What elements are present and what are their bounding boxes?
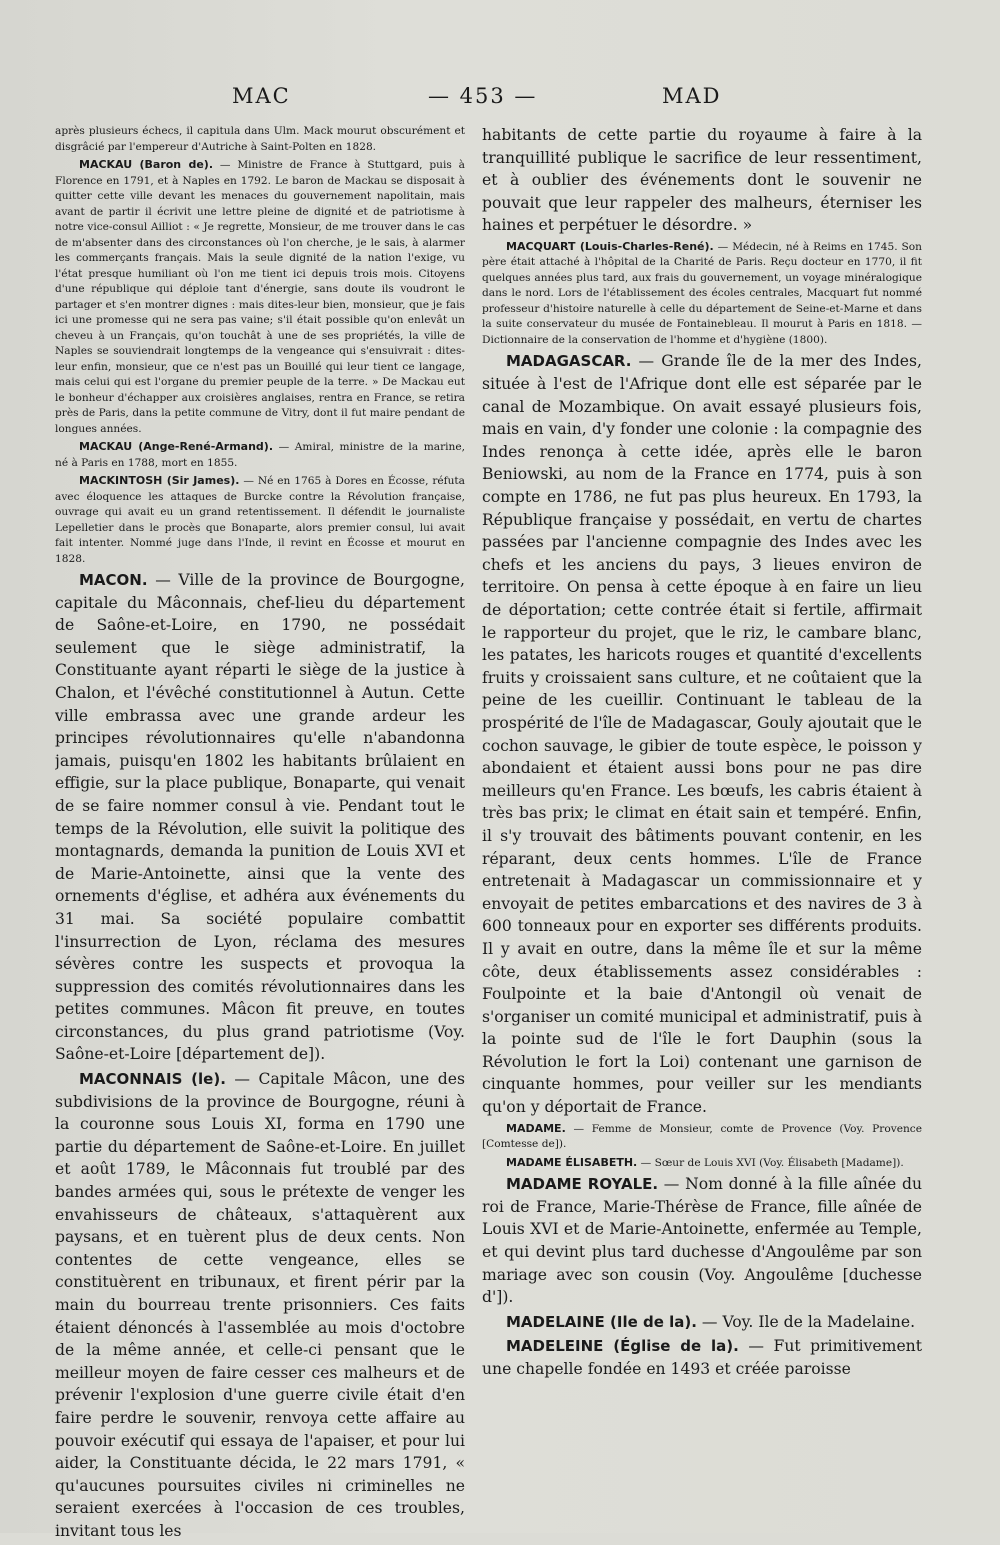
entry-headword: MACONNAIS (le). xyxy=(79,1070,226,1089)
entry-text: — Amiral, ministre de la marine, né à Paris en 1788, mort en 1855. xyxy=(55,441,465,469)
entry-text: après plusieurs échecs, il capitula dans Ulm. Mack mourut obscurément et disgrâcié par l'empereur d'Autriche à Saint-Polten en 1828. xyxy=(55,125,465,153)
entry-text: — Grande île de la mer des Indes, située à l'est de l'Afrique dont elle est séparée par le canal de Mozambique. On avait essayé plusieurs fois, mais en vain, d'y fonder une colonie : la compagnie des Indes renonça à cette idée, après elle le baron Beniowski, au nom de la France en 1774, puis à son compte en 1786, ne fut pas plus heureux. En 1793, la République française y possédait, en vertu de chartes passées par l'ancienne compagnie des Indes avec les chefs et les anciens du pays, 3 lieues environ de territoire. On pensa à cette époque à en faire un lieu de déportation; cette contrée était si fertile, affirmait le rapporteur du projet, que le riz, le cambare blanc, les patates, les haricots rouges et quantité d'excellents fruits y croissaient sans culture, et ne coûtaient que la peine de les cueillir. Continuant le tableau de la prospérité de l'île de Madagascar, Gouly ajoutait que le cochon sauvage, le gibier de toute espèce, le poisson y abondaient et étaient aussi bons pour ne pas dire meilleurs qu'en France. Les bœufs, les cabris étaient à très bas prix; le climat en était sain et tempéré. Enfin, il s'y trouvait des bâtiments pouvant contenir, en les réparant, deux cents hommes. L'île de France entretenait à Madagascar un commissionnaire et y envoyait de petites embarcations et des navires de 3 à 600 tonneaux pour en exporter ses différents produits. Il y avait en outre, dans la même île et sur la même côte, deux établissements assez considérables : Foulpointe et la baie d'Antongil où venait de s'organiser un comité municipal et administratif, puis à la pointe sud de l'île le fort Dauphin (sous la Révolution le fort la Loi) contenant une garnison de cinquante hommes, pour veiller sur les mendiants qu'on y déportait de France. xyxy=(482,352,922,1117)
entry-headword: MACQUART (Louis-Charles-René). xyxy=(506,239,714,253)
entry-headword: MACKAU (Baron de). xyxy=(79,158,213,171)
dictionary-entry xyxy=(55,439,465,471)
dictionary-entry xyxy=(482,1311,922,1334)
dictionary-entry xyxy=(55,473,465,567)
page-number: — 453 — xyxy=(428,84,538,108)
entry-text: — Fut primitivement une chapelle fondée en 1493 et créée paroisse xyxy=(482,1337,922,1378)
entry-text: — Sœur de Louis XVI (Voy. Élisabeth [Madame]). xyxy=(637,1156,904,1169)
entry-headword: MACKINTOSH (Sir James). xyxy=(79,474,240,487)
dictionary-entry xyxy=(55,157,465,437)
entry-text: — Capitale Mâcon, une des subdivisions de la province de Bourgogne, réuni à la couronne sous Louis XI, forma en 1790 une partie du département de Saône-et-Loire. En juillet et août 1789, le Mâconnais fut troublé par des bandes armées qui, sous le prétexte de venger les envahisseurs de châteaux, s'attaquèrent aux paysans, et en tuèrent plus de deux cents. Non contentes de cette vengeance, elles se constituèrent en tribunaux, et firent périr par la main du bourreau trente prisonniers. Ces faits étaient dénoncés à l'assemblée au mois d'octobre de la même année, et celle-ci pensant que le meilleur moyen de faire cesser ces malheurs et de prévenir l'explosion d'une guerre civile était d'en faire perdre le souvenir, renvoya cette affaire au pouvoir exécutif qui essaya de l'apaiser, et pour lui aider, la Constituante décida, le 22 mars 1791, « qu'aucunes poursuites civiles ni criminelles ne seraient exercées à l'occasion de ces troubles, invitant tous les xyxy=(55,1070,465,1540)
running-head xyxy=(0,84,1000,120)
dictionary-entry xyxy=(482,239,922,349)
dictionary-entry xyxy=(55,1068,465,1542)
entry-text: habitants de cette partie du royaume à faire à la tranquillité publique le sacrifice de leur ressentiment, et à oublier des événements dont le souvenir ne pouvait que leur rappeler des malheurs, éterniser les haines et perpétuer le désordre. » xyxy=(482,126,922,235)
entry-text: — Nom donné à la fille aînée du roi de France, Marie-Thérèse de France, fille aînée de Louis XVI et de Marie-Antoinette, enfermée au Temple, et qui devint plus tard duchesse d'Angoulême par son mariage avec son cousin (Voy. Angoulême [duchesse d']). xyxy=(482,1175,922,1307)
dictionary-entry xyxy=(55,124,465,155)
running-head-left: MAC xyxy=(232,84,291,108)
entry-headword: MACON. xyxy=(79,571,148,589)
entry-headword: MADAME ÉLISABETH. xyxy=(506,1155,638,1169)
dictionary-entry xyxy=(482,1155,922,1172)
right-column xyxy=(482,124,922,1383)
dictionary-entry xyxy=(55,569,465,1066)
entry-headword: MADAGASCAR. xyxy=(506,352,632,371)
dictionary-entry xyxy=(482,350,922,1118)
entry-text: — Ministre de France à Stuttgard, puis à Florence en 1791, et à Naples en 1792. Le baron de Mackau se disposait à quitter cette ville devant les menaces du gouvernement napolitain, mais avant de partir il écrivit une lettre pleine de dignité et de patriotisme à notre vice-consul Ailliot : « Je regrette, Monsieur, de me trouver dans le cas de m'absenter dans des circonstances où l'on cherche, je le sais, à alarmer les commerçants français. Mais la seule dignité de la nation l'exige, vu l'état presque humiliant où l'on me tient ici depuis trois mois. Citoyens d'une république qui déploie tant d'énergie, sans doute ils voudront le partager et s'en montrer dignes : mais dites-leur bien, monsieur, que je fais ici une promesse qui ne sera pas vaine; s'il était possible qu'on enlevât un cheveu à un Français, qu'on touchât à une de ses propriétés, la ville de Naples se souviendrait longtemps de la vengeance qui s'ensuivrait : dites-leur enfin, monsieur, que ce n'est pas un Bouillé qui leur tient ce langage, mais celui qui est l'organe du premier peuple de la terre. » De Mackau eut le bonheur d'échapper aux croisières anglaises, rentra en France, se retira près de Paris, dans la petite commune de Vitry, dont il fut maire pendant de longues années. xyxy=(55,159,465,435)
entry-headword: MACKAU (Ange-René-Armand). xyxy=(79,440,273,453)
left-column xyxy=(55,124,465,1545)
dictionary-entry xyxy=(482,124,922,237)
entry-text: — Voy. Ile de la Madelaine. xyxy=(696,1312,916,1331)
entry-text: — Femme de Monsieur, comte de Provence (Voy. Provence [Comtesse de]). xyxy=(482,1122,922,1151)
entry-headword: MADAME. xyxy=(506,1121,566,1135)
entry-headword: MADAME ROYALE. xyxy=(506,1175,659,1194)
dictionary-entry xyxy=(482,1121,922,1153)
entry-headword: MADELEINE (Église de la). xyxy=(506,1337,739,1356)
dictionary-entry xyxy=(482,1335,922,1380)
entry-text: — Ville de la province de Bourgogne, capitale du Mâconnais, chef-lieu du département de Saône-et-Loire, en 1790, ne possédait seulement que le siège administratif, la Constituante ayant réparti le siège de la justice à Chalon, et l'évêché constitutionnel à Autun. Cette ville embrassa avec une grande ardeur les principes révolutionnaires qu'elle n'abandonna jamais, puisqu'en 1802 les habitants brûlaient en effigie, sur la place publique, Bonaparte, qui venait de se faire nommer consul à vie. Pendant tout le temps de la Révolution, elle suivit la politique des montagnards, demanda la punition de Louis XVI et de Marie-Antoinette, ainsi que la vente des ornements d'église, et adhéra aux événements du 31 mai. Sa société populaire combattit l'insurrection de Lyon, réclama des mesures sévères contre les suspects et provoqua la suppression des comités révolutionnaires dans les petites communes. Mâcon fit preuve, en toutes circonstances, du plus grand patriotisme (Voy. Saône-et-Loire [département de]). xyxy=(55,571,465,1064)
entry-headword: MADELAINE (Ile de la). xyxy=(506,1312,697,1331)
dictionary-entry xyxy=(482,1173,922,1309)
running-head-right: MAD xyxy=(662,84,722,108)
entry-text: — Médecin, né à Reims en 1745. Son père était attaché à l'hôpital de la Charité de Paris. Reçu docteur en 1770, il fit quelques années plus tard, aux frais du gouvernement, un voyage minéralogique dans le nord. Lors de l'établissement des écoles centrales, Macquart fut nommé professeur d'histoire naturelle à celle du département de Seine-et-Marne et dans la suite conservateur du musée de Fontainebleau. Il mourut à Paris en 1818. — Dictionnaire de la conservation de l'homme et d'hygiène (1800). xyxy=(482,240,922,346)
entry-text: — Né en 1765 à Dores en Écosse, réfuta avec éloquence les attaques de Burcke contre la Révolution française, ouvrage qui avait eu un grand retentissement. Il défendit le journaliste Lepelletier dans le procès que Bonaparte, alors premier consul, lui avait fait intenter. Nommé juge dans l'Inde, il revint en Écosse et mourut en 1828. xyxy=(55,475,465,565)
